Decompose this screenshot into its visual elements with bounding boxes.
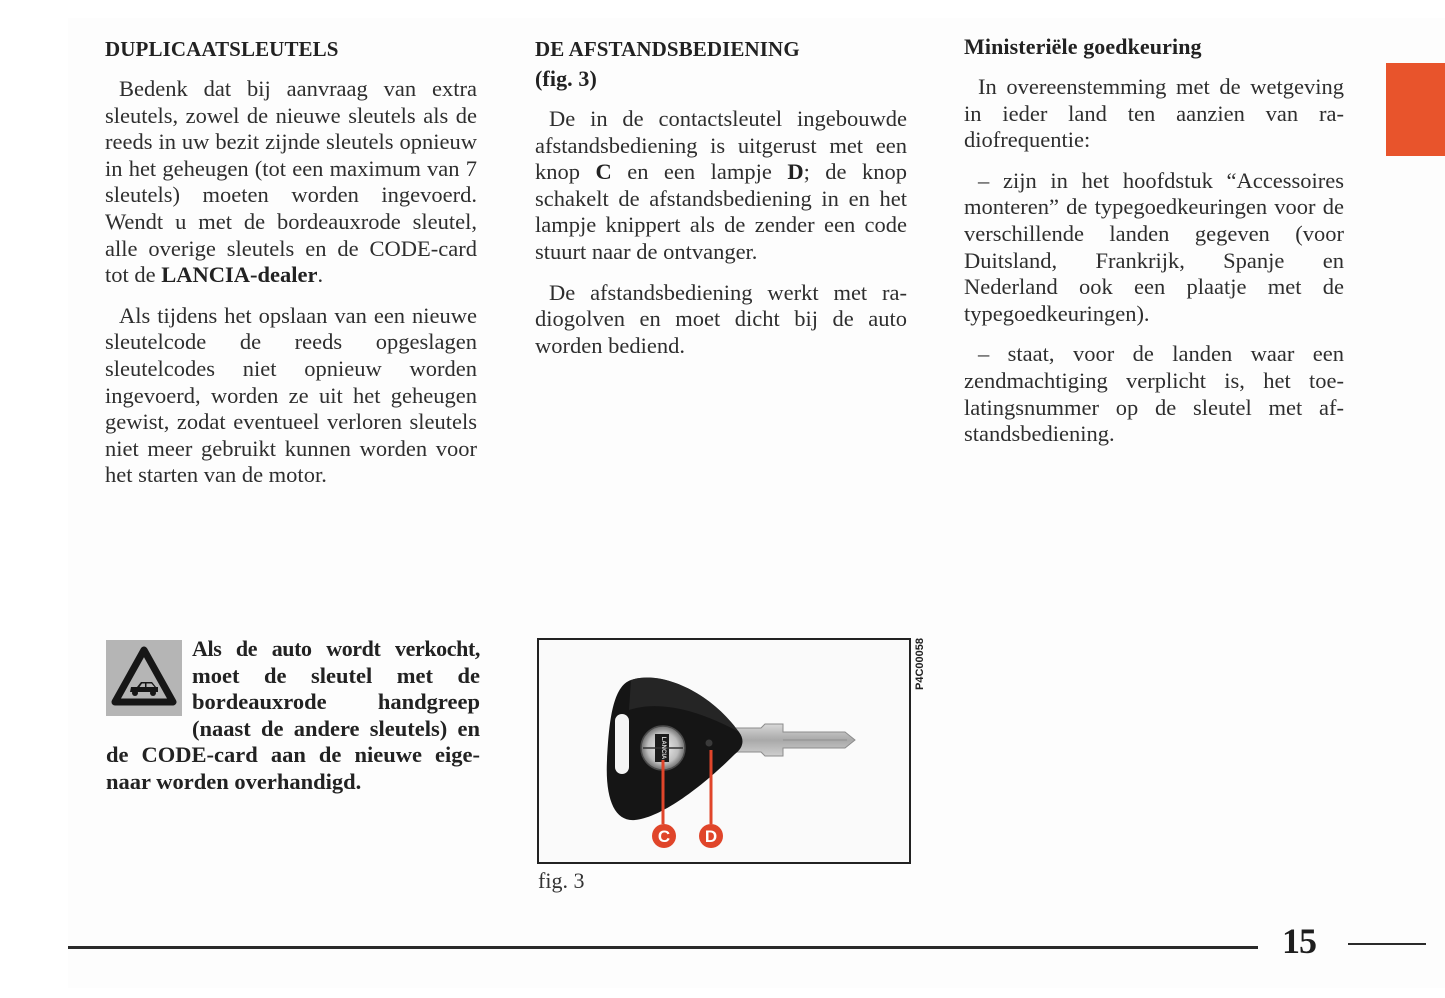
footer-rule-left <box>68 946 1258 949</box>
heading-duplicaatsleutels: DUPLICAATSLEUTELS <box>105 37 339 61</box>
label-d: D <box>787 159 804 185</box>
key-brand-logo: LANCIA <box>660 736 666 760</box>
column-afstandsbediening <box>535 34 907 359</box>
figure-caption: fig. 3 <box>538 868 585 893</box>
warning-body: moet de sleutel met de bordeauxrode handgreep (naast de andere sleutels) en de CODE-card aan de nieuwe eigenaar worden overhandigd. <box>106 662 480 794</box>
section-tab-marker <box>1386 63 1445 156</box>
paragraph-duplicate-keys <box>105 76 477 289</box>
warning-lead: Als de auto wordt verkocht, <box>192 636 480 661</box>
callout-c <box>652 824 676 848</box>
footer-rule-right <box>1348 943 1426 945</box>
callout-d <box>699 824 723 848</box>
label-c: C <box>595 159 612 185</box>
figure-key-remote <box>537 638 911 864</box>
paragraph-radio-waves: De afstandsbediening werkt met radiogolven en moet dicht bij de auto worden bediend. <box>535 279 907 358</box>
heading-ministeriele-goedkeuring: Ministeriële goedkeuring <box>964 34 1202 59</box>
paragraph-text: Bedenk dat bij aanvraag van extra sleutels, zowel de nieuwe sleutels als de reeds in uw bezit zijnde sleutels opnieuw in het geheugen (tot een maximum van 7 sleutels) moeten worden ingevoerd. Wendt u met de bordeauxrode sleutel, alle overige sleutels en de CODE-card tot de <box>105 76 477 288</box>
paragraph-legislation: In overeenstemming met de wetgeving in ieder land ten aanzien van radiofrequentie: <box>964 74 1344 153</box>
warning-triangle-car-icon <box>106 640 182 716</box>
svg-text:C: C <box>657 827 671 846</box>
svg-text:D: D <box>704 827 718 846</box>
text-part: De in de contactsleutel ingebouwde afstandsbediening is uitgerust met een knop <box>535 106 907 185</box>
figure-code <box>910 636 930 692</box>
paragraph-end: . <box>317 262 324 288</box>
warning-note <box>106 636 480 796</box>
column-duplicaatsleutels <box>105 34 477 489</box>
column-ministeriele-goedkeuring <box>964 32 1344 448</box>
text-part: en een lampje <box>611 159 788 185</box>
heading-fig-reference: (fig. 3) <box>535 66 597 91</box>
lancia-dealer-bold: LANCIA-dealer <box>161 262 318 288</box>
paragraph-accessories: – zijn in het hoofdstuk “Accessoires monteren” de typegoedkeuringen voor de verschillende landen gegeven (voor Duitsland, Frankrijk, Spanje en Nederland ook een plaatje met de typegoedkeuringen). <box>964 167 1344 326</box>
paragraph-key-memory: Als tijdens het opslaan van een nieuwe sleutelcode de reeds opgeslagen sleutelcodes niet opnieuw worden ingevoerd, worden ze uit het geheugen gewist, zodat eventueel verloren sleutels niet meer gebruikt kunnen worden voor het starten van de motor. <box>105 302 477 488</box>
key-illustration <box>539 640 909 862</box>
heading-afstandsbediening: DE AFSTANDSBEDIENING <box>535 37 800 61</box>
paragraph-license-number: – staat, voor de landen waar een zendmachtiging verplicht is, het toelatingsnummer op de sleutel met afstandsbediening. <box>964 341 1344 447</box>
page-number: 15 <box>1282 921 1316 961</box>
text-part: ; de knop schakelt de afstandsbediening in en het lampje knippert als de zender een code stuurt naar de ontvanger. <box>535 159 908 264</box>
figure-code-text: P4C00058 <box>914 638 926 690</box>
paragraph-remote-description <box>535 106 907 266</box>
